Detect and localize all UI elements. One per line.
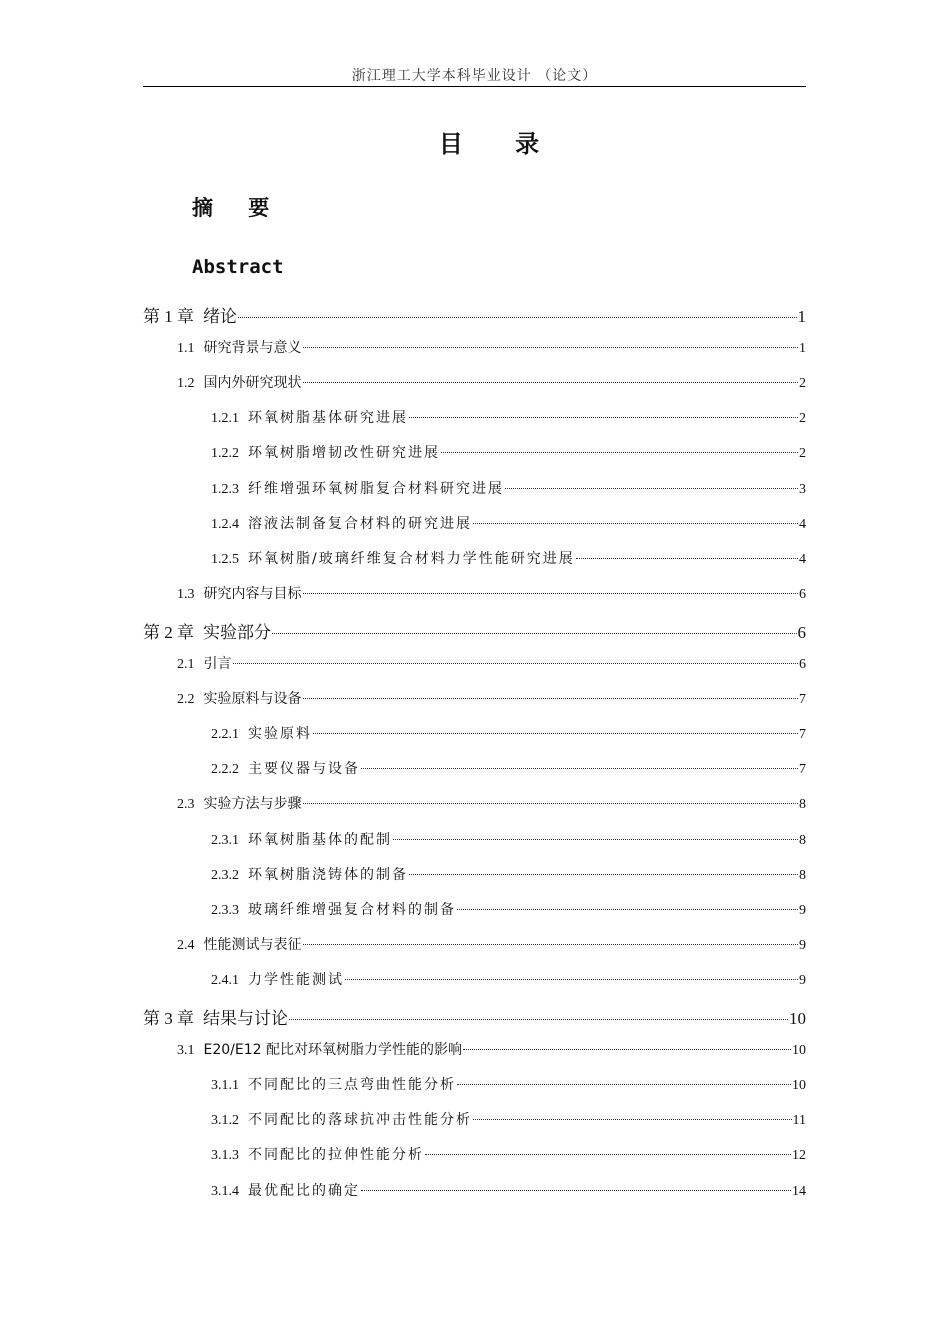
toc-entry-page: 8 xyxy=(799,832,806,848)
toc-entry-page: 10 xyxy=(792,1043,806,1059)
toc-entry-label: 实验原料与设备 xyxy=(203,691,302,708)
toc-entry-label: 环氧树脂/玻璃纤维复合材料力学性能研究进展 xyxy=(248,550,575,567)
toc-entry-level2[interactable] xyxy=(177,793,806,823)
toc-entry-number: 1.2.3 xyxy=(211,481,239,497)
toc-entry-page: 7 xyxy=(799,692,806,708)
toc-entry-level1[interactable] xyxy=(143,302,806,332)
dot-leader xyxy=(457,1084,791,1085)
toc-entry-page: 10 xyxy=(792,1078,806,1094)
toc-entry-page: 10 xyxy=(789,1009,806,1028)
dot-leader xyxy=(303,593,799,594)
toc-entry-page: 9 xyxy=(799,937,806,953)
toc-entry-level2[interactable] xyxy=(177,337,806,367)
toc-entry-level3[interactable] xyxy=(211,899,806,929)
toc-entry-level3[interactable] xyxy=(211,548,806,578)
toc-entry-level3[interactable] xyxy=(211,969,806,999)
toc-entry-number: 2.3.3 xyxy=(211,902,239,918)
toc-entry-page: 8 xyxy=(799,867,806,883)
toc-entry-label: E20/E12 配比对环氧树脂力学性能的影响 xyxy=(203,1042,462,1059)
toc-entry-level3[interactable] xyxy=(211,407,806,437)
toc-entry-level3[interactable] xyxy=(211,758,806,788)
dot-leader xyxy=(233,663,799,664)
toc-entry-level1[interactable] xyxy=(143,1004,806,1034)
toc-entry-label: 力学性能测试 xyxy=(248,971,344,988)
toc-entry-level2[interactable] xyxy=(177,583,806,613)
toc-entry-label: 环氧树脂基体的配制 xyxy=(248,831,392,848)
toc-entry-page: 3 xyxy=(799,481,806,497)
toc-entry-label: 主要仪器与设备 xyxy=(248,761,360,778)
toc-entry-level3[interactable] xyxy=(211,478,806,508)
dot-leader xyxy=(303,803,799,804)
dot-leader xyxy=(303,382,799,383)
dot-leader xyxy=(303,944,799,945)
toc-entry-level2[interactable] xyxy=(177,688,806,718)
toc-entry-level1[interactable] xyxy=(143,618,806,648)
toc-entry-number: 1.2 xyxy=(177,376,195,392)
toc-entry-label: 环氧树脂浇铸体的制备 xyxy=(248,866,408,883)
toc-entry-number: 2.3.1 xyxy=(211,832,239,848)
toc-entry-page: 2 xyxy=(799,411,806,427)
toc-entry-number: 第 3 章 xyxy=(143,1009,194,1028)
toc-entry-page: 4 xyxy=(799,551,806,567)
dot-leader xyxy=(361,1190,791,1191)
toc-entry-page: 9 xyxy=(799,972,806,988)
toc-entry-label: 不同配比的落球抗冲击性能分析 xyxy=(248,1112,472,1129)
toc-entry-level3[interactable] xyxy=(211,829,806,859)
toc-entry-number: 1.2.2 xyxy=(211,446,239,462)
toc-entry-number: 2.2 xyxy=(177,692,195,708)
toc-entry-page: 1 xyxy=(799,341,806,357)
toc-entry-number: 3.1 xyxy=(177,1043,195,1059)
toc-entry-label: 国内外研究现状 xyxy=(203,375,302,392)
toc-title: 目 录 xyxy=(438,130,562,158)
toc-entry-page: 9 xyxy=(799,902,806,918)
toc-entry-level2[interactable] xyxy=(177,372,806,402)
toc-entry-number: 2.1 xyxy=(177,657,195,672)
toc-entry-level3[interactable] xyxy=(211,1180,806,1210)
toc-entry-label: 溶液法制备复合材料的研究进展 xyxy=(248,515,472,532)
toc-entry-page: 6 xyxy=(799,657,806,672)
toc-entry-label: 环氧树脂增韧改性研究进展 xyxy=(248,445,440,462)
toc-entry-label: 绪论 xyxy=(203,307,237,327)
toc-entry-level3[interactable] xyxy=(211,442,806,472)
toc-entry-number: 3.1.4 xyxy=(211,1183,239,1199)
dot-leader xyxy=(473,1119,792,1120)
dot-leader xyxy=(345,979,798,980)
dot-leader xyxy=(425,1154,791,1155)
toc-entry-level3[interactable] xyxy=(211,723,806,753)
page-header: 浙江理工大学本科毕业设计 （论文） xyxy=(143,66,806,87)
toc-entry-level3[interactable] xyxy=(211,513,806,543)
dot-leader xyxy=(303,347,799,348)
toc-entry-number: 3.1.3 xyxy=(211,1148,239,1164)
toc-entry-page: 6 xyxy=(799,586,806,602)
toc-entry-level2[interactable] xyxy=(177,934,806,964)
toc-entry-label: 结果与讨论 xyxy=(203,1009,288,1029)
toc-entry-level3[interactable] xyxy=(211,1074,806,1104)
toc-entry-level2[interactable] xyxy=(177,653,806,683)
toc-entry-label: 纤维增强环氧树脂复合材料研究进展 xyxy=(248,480,504,497)
dot-leader xyxy=(313,733,798,734)
toc-entry-level2[interactable] xyxy=(177,1039,806,1069)
toc-entry-number: 2.2.1 xyxy=(211,727,239,743)
toc-entry-label: 性能测试与表征 xyxy=(203,936,302,953)
toc-entry-number: 3.1.1 xyxy=(211,1078,239,1094)
toc-entry-label: 玻璃纤维增强复合材料的制备 xyxy=(248,901,456,918)
toc-entry-number: 2.3 xyxy=(177,797,195,813)
toc-entry-number: 2.2.2 xyxy=(211,762,239,778)
toc-entry-number: 3.1.2 xyxy=(211,1113,239,1129)
dot-leader xyxy=(238,317,797,318)
toc-entry-label: 研究背景与意义 xyxy=(203,340,302,357)
dot-leader xyxy=(361,768,798,769)
toc-entry-label: 环氧树脂基体研究进展 xyxy=(248,410,408,427)
toc-entry-page: 11 xyxy=(792,1113,806,1129)
toc-entry-number: 第 2 章 xyxy=(143,622,194,642)
dot-leader xyxy=(303,698,799,699)
dot-leader xyxy=(473,523,798,524)
toc-entry-page: 12 xyxy=(792,1148,806,1164)
toc-entry-number: 2.4 xyxy=(177,937,195,953)
toc-entry-label: 实验原料 xyxy=(248,726,312,743)
toc-entry-number: 1.2.1 xyxy=(211,411,239,427)
toc-entry-label: 最优配比的确定 xyxy=(248,1182,360,1199)
dot-leader xyxy=(576,558,798,559)
toc-entry-page: 2 xyxy=(799,446,806,462)
toc-entry-level3[interactable] xyxy=(211,1109,806,1139)
dot-leader xyxy=(463,1049,791,1050)
dot-leader xyxy=(393,839,798,840)
toc-entry-number: 1.2.4 xyxy=(211,516,239,532)
toc-entry-page: 14 xyxy=(792,1183,806,1199)
toc-entry-page: 1 xyxy=(797,307,806,326)
toc-entry-page: 4 xyxy=(799,516,806,532)
abstract-zh-heading: 摘 要 xyxy=(192,196,284,220)
toc-entry-page: 7 xyxy=(799,727,806,743)
toc-entry-number: 第 1 章 xyxy=(143,307,194,326)
toc-entry-label: 不同配比的三点弯曲性能分析 xyxy=(248,1077,456,1094)
dot-leader xyxy=(409,874,798,875)
dot-leader xyxy=(457,909,798,910)
toc-entry-level3[interactable] xyxy=(211,1144,806,1174)
toc-entry-number: 1.1 xyxy=(177,341,195,357)
dot-leader xyxy=(289,1019,788,1020)
toc-entry-page: 6 xyxy=(797,622,806,642)
toc-entry-level3[interactable] xyxy=(211,864,806,894)
toc-entry-label: 引言 xyxy=(203,656,232,672)
toc-entry-number: 1.2.5 xyxy=(211,551,239,567)
toc-entry-page: 8 xyxy=(799,797,806,813)
toc-entry-number: 2.3.2 xyxy=(211,867,239,883)
dot-leader xyxy=(441,452,798,453)
toc-entry-number: 1.3 xyxy=(177,586,195,602)
dot-leader xyxy=(409,417,798,418)
toc-entry-label: 不同配比的拉伸性能分析 xyxy=(248,1147,424,1164)
toc-entry-label: 研究内容与目标 xyxy=(203,585,302,602)
abstract-en-heading: Abstract xyxy=(192,256,284,278)
toc-entry-label: 实验方法与步骤 xyxy=(203,796,302,813)
toc-entry-label: 实验部分 xyxy=(203,622,271,643)
toc-entry-page: 2 xyxy=(799,376,806,392)
toc-entry-number: 2.4.1 xyxy=(211,972,239,988)
dot-leader xyxy=(272,633,797,634)
toc-entry-page: 7 xyxy=(799,762,806,778)
dot-leader xyxy=(505,488,798,489)
